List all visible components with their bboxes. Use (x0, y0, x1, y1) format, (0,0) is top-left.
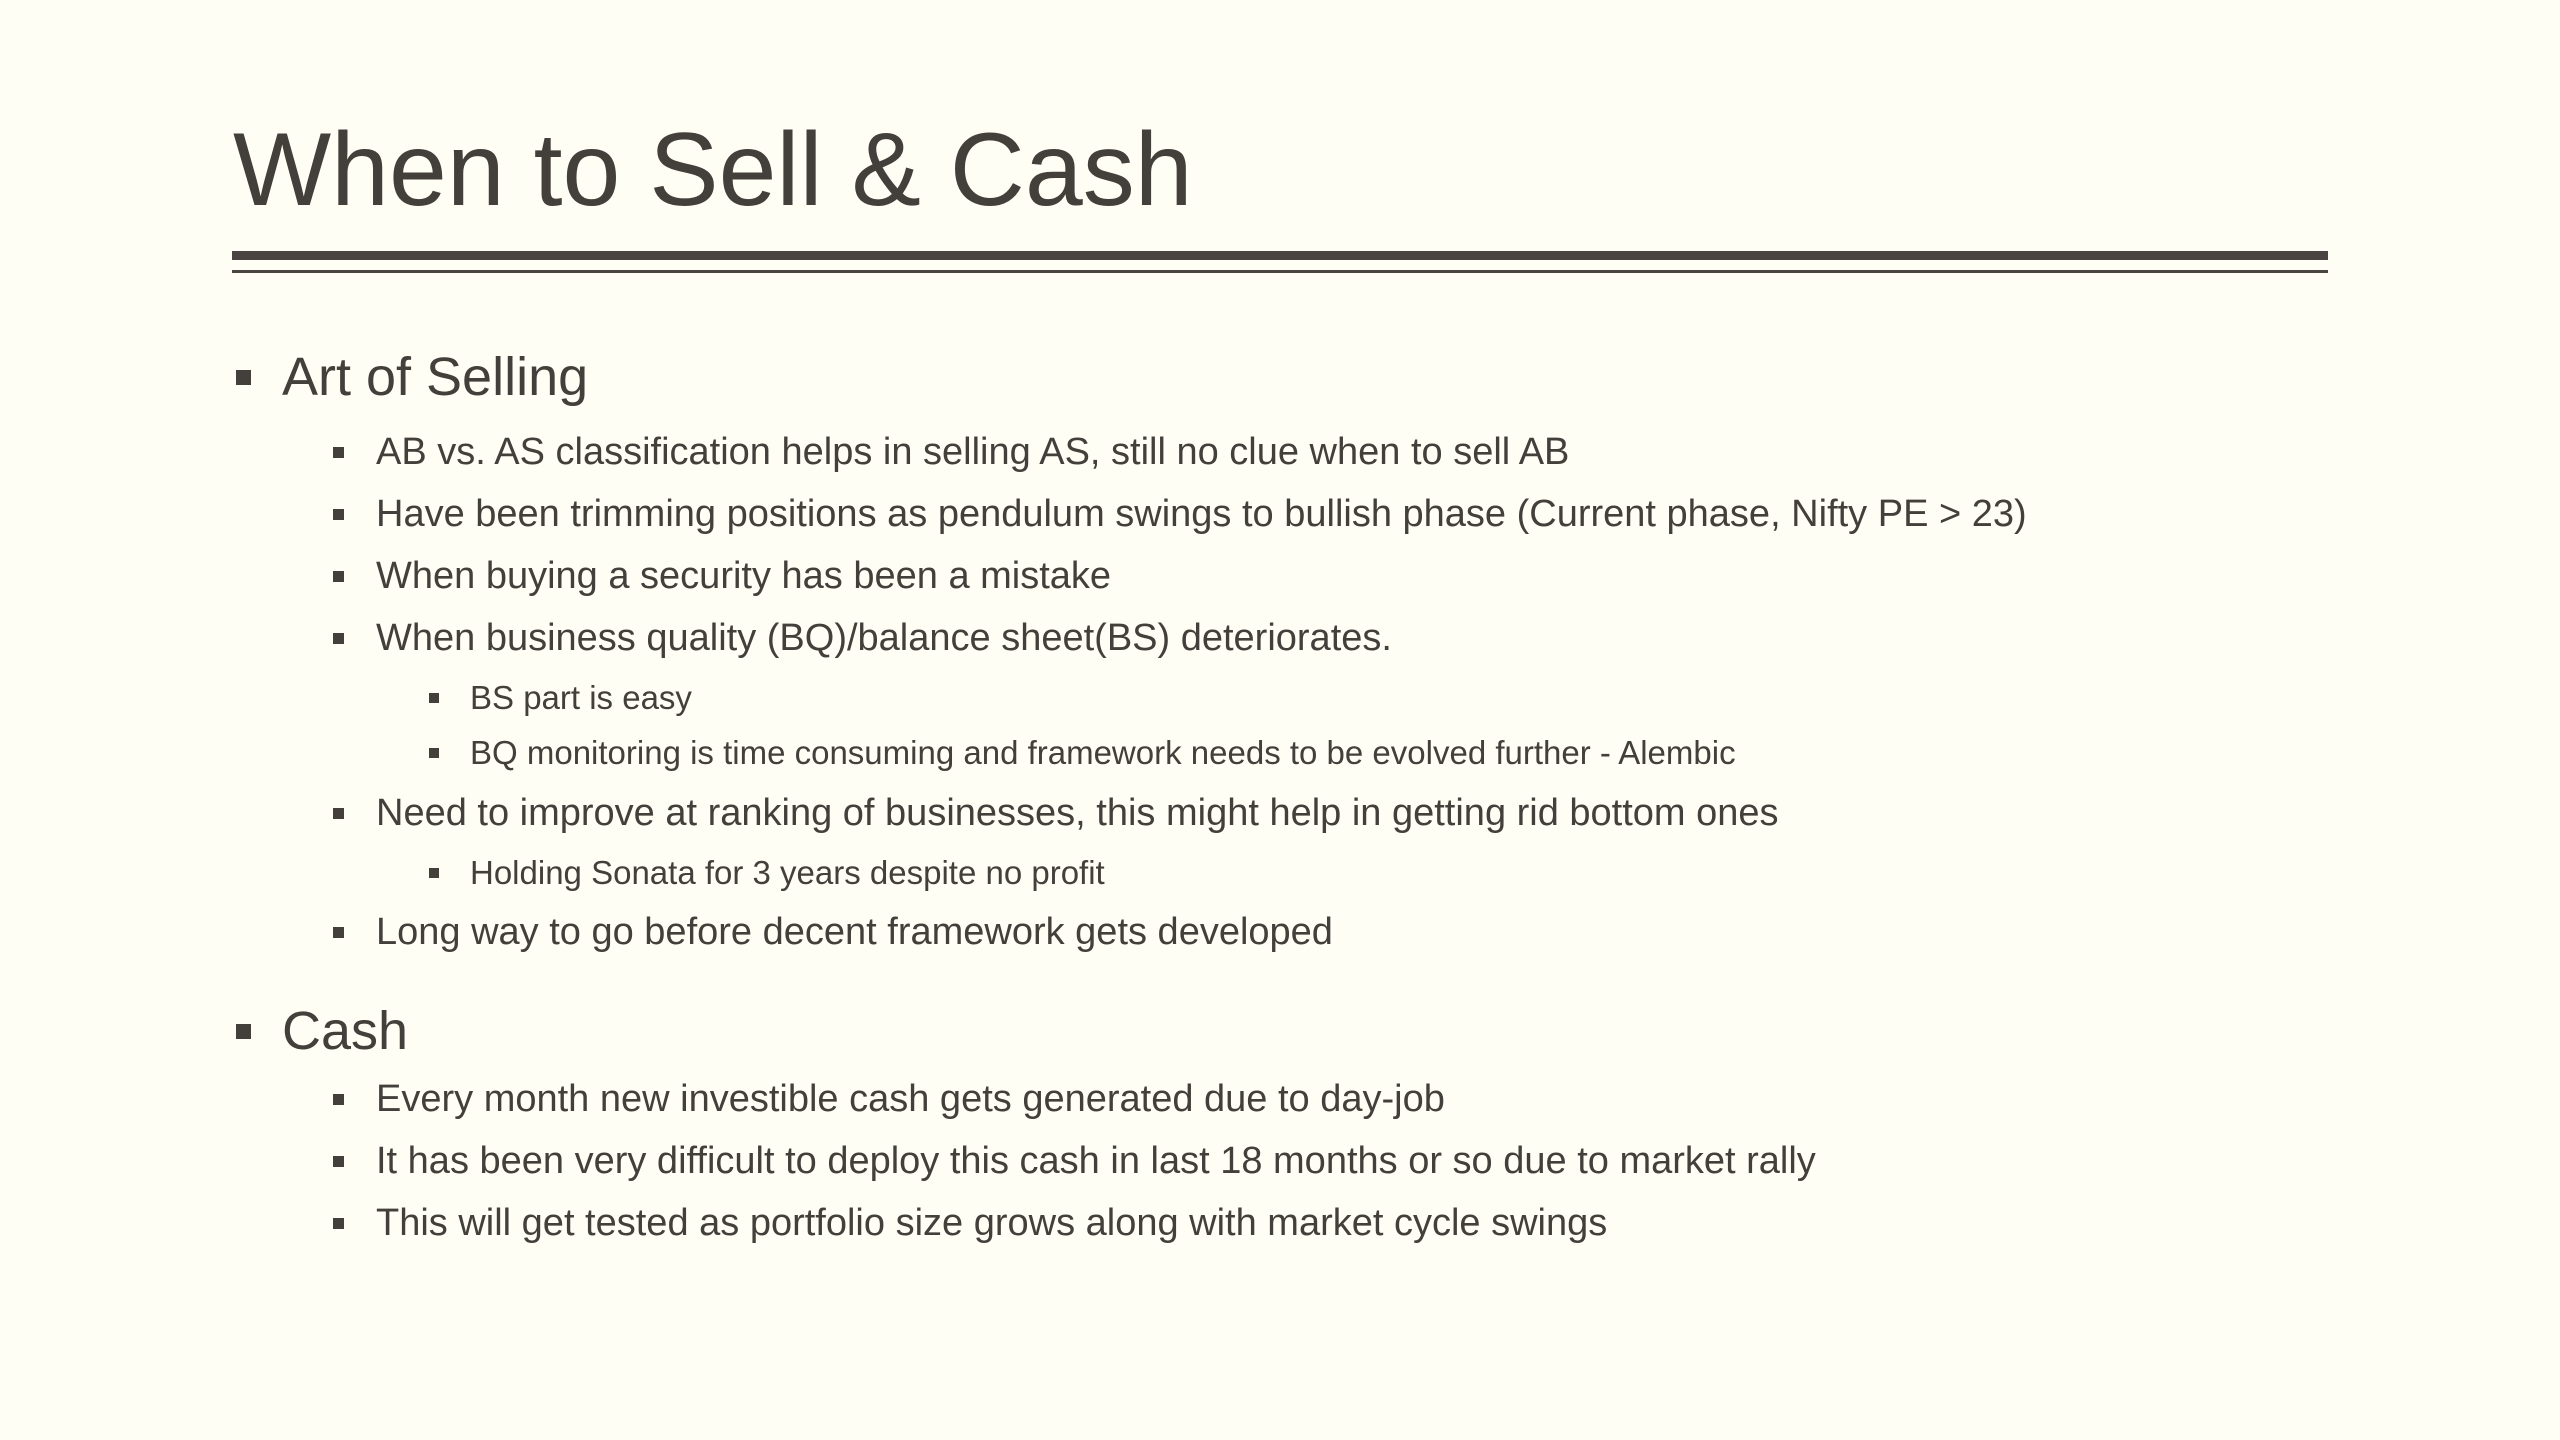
section-heading-text: Art of Selling (282, 347, 589, 407)
bullet-item (333, 1136, 1816, 1186)
title-underline-thick (232, 251, 2328, 260)
bullet-text: This will get tested as portfolio size grows along with market cycle swings (376, 1201, 1608, 1244)
bullet-item (333, 907, 1333, 957)
slide-title: When to Sell & Cash (233, 112, 1193, 228)
bullet-text: Holding Sonata for 3 years despite no profit (470, 854, 1105, 891)
square-bullet-icon (236, 1024, 251, 1039)
square-bullet-icon (333, 1218, 344, 1229)
square-bullet-icon (236, 370, 251, 385)
sub-bullet-item (429, 851, 1105, 895)
bullet-item (333, 427, 1569, 477)
square-bullet-icon (429, 868, 439, 878)
bullet-text: Every month new investible cash gets generated due to day-job (376, 1077, 1445, 1120)
square-bullet-icon (333, 509, 344, 520)
square-bullet-icon (333, 1156, 344, 1167)
bullet-text: Have been trimming positions as pendulum swings to bullish phase (Current phase, Nifty PE > 23) (376, 492, 2027, 535)
bullet-item (333, 1198, 1607, 1248)
bullet-text: Need to improve at ranking of businesses, this might help in getting rid bottom ones (376, 791, 1779, 834)
bullet-item (333, 613, 1392, 663)
section-heading-text: Cash (282, 1001, 409, 1061)
bullet-text: Long way to go before decent framework gets developed (376, 910, 1333, 953)
sub-bullet-item (429, 731, 1736, 775)
square-bullet-icon (333, 1094, 344, 1105)
bullet-text: BQ monitoring is time consuming and framework needs to be evolved further - Alembic (470, 734, 1736, 771)
square-bullet-icon (429, 748, 439, 758)
bullet-text: When business quality (BQ)/balance sheet(BS) deteriorates. (376, 616, 1392, 659)
bullet-text: BS part is easy (470, 679, 692, 716)
bullet-item (333, 551, 1111, 601)
title-underline-thin (232, 270, 2328, 273)
bullet-item (333, 1074, 1445, 1124)
square-bullet-icon (333, 447, 344, 458)
section-heading (236, 345, 588, 409)
sub-bullet-item (429, 676, 692, 720)
square-bullet-icon (333, 808, 344, 819)
square-bullet-icon (429, 693, 439, 703)
section-heading (236, 999, 408, 1063)
bullet-text: It has been very difficult to deploy this cash in last 18 months or so due to market rally (376, 1139, 1816, 1182)
bullet-text: When buying a security has been a mistake (376, 554, 1112, 597)
bullet-item (333, 489, 2027, 539)
square-bullet-icon (333, 633, 344, 644)
bullet-text: AB vs. AS classification helps in selling AS, still no clue when to sell AB (376, 430, 1570, 473)
square-bullet-icon (333, 571, 344, 582)
square-bullet-icon (333, 927, 344, 938)
bullet-item (333, 788, 1779, 838)
